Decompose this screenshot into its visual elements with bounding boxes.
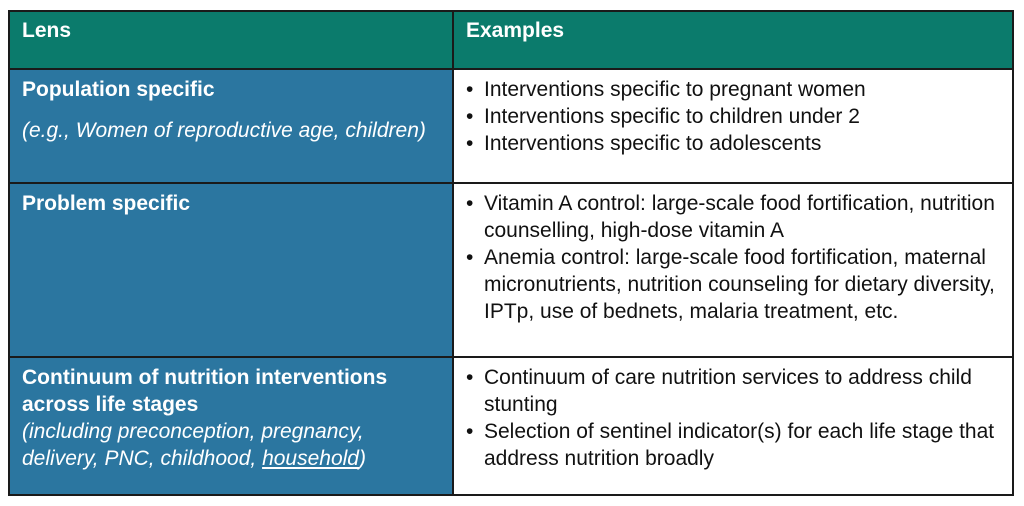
- list-item: • Continuum of care nutrition services to address child stunting: [464, 364, 1000, 418]
- lens-note: [22, 418, 440, 472]
- lens-title: Problem specific: [22, 192, 191, 215]
- list-item: • Interventions specific to pregnant women: [464, 76, 1000, 103]
- lens-title: Population specific: [22, 78, 215, 101]
- lens-title: Continuum of nutrition interventions across life stages: [22, 366, 388, 416]
- lens-examples-table: [8, 10, 1014, 496]
- examples-cell-problem: [454, 184, 1012, 356]
- examples-list: [464, 76, 1000, 157]
- examples-cell-continuum: [454, 358, 1012, 494]
- examples-cell-population: [454, 70, 1012, 182]
- lens-note: (e.g., Women of reproductive age, children): [22, 119, 426, 142]
- list-item: • Interventions specific to children under 2: [464, 103, 1000, 130]
- list-item: • Selection of sentinel indicator(s) for each life stage that address nutrition broadly: [464, 418, 1000, 472]
- header-examples-label: Examples: [466, 19, 565, 42]
- list-item: • Interventions specific to adolescents: [464, 130, 1000, 157]
- examples-list: [464, 190, 1000, 325]
- header-lens: [10, 12, 452, 68]
- lens-cell-population: [10, 70, 452, 182]
- examples-list: [464, 364, 1000, 472]
- lens-note-suffix: ): [358, 447, 366, 470]
- lens-cell-problem: [10, 184, 452, 356]
- lens-cell-continuum: [10, 358, 452, 494]
- lens-note-underlined: household: [262, 447, 359, 470]
- list-item: • Vitamin A control: large-scale food fortification, nutrition counselling, high-dose vitamin A: [464, 190, 1000, 244]
- header-examples: [454, 12, 1012, 68]
- header-lens-label: Lens: [22, 19, 72, 42]
- lens-note-prefix: (including preconception, pregnancy, delivery, PNC, childhood,: [22, 420, 364, 470]
- list-item: • Anemia control: large-scale food fortification, maternal micronutrients, nutrition counseling for dietary diversity, IPTp, use of bednets, malaria treatment, etc.: [464, 244, 1000, 325]
